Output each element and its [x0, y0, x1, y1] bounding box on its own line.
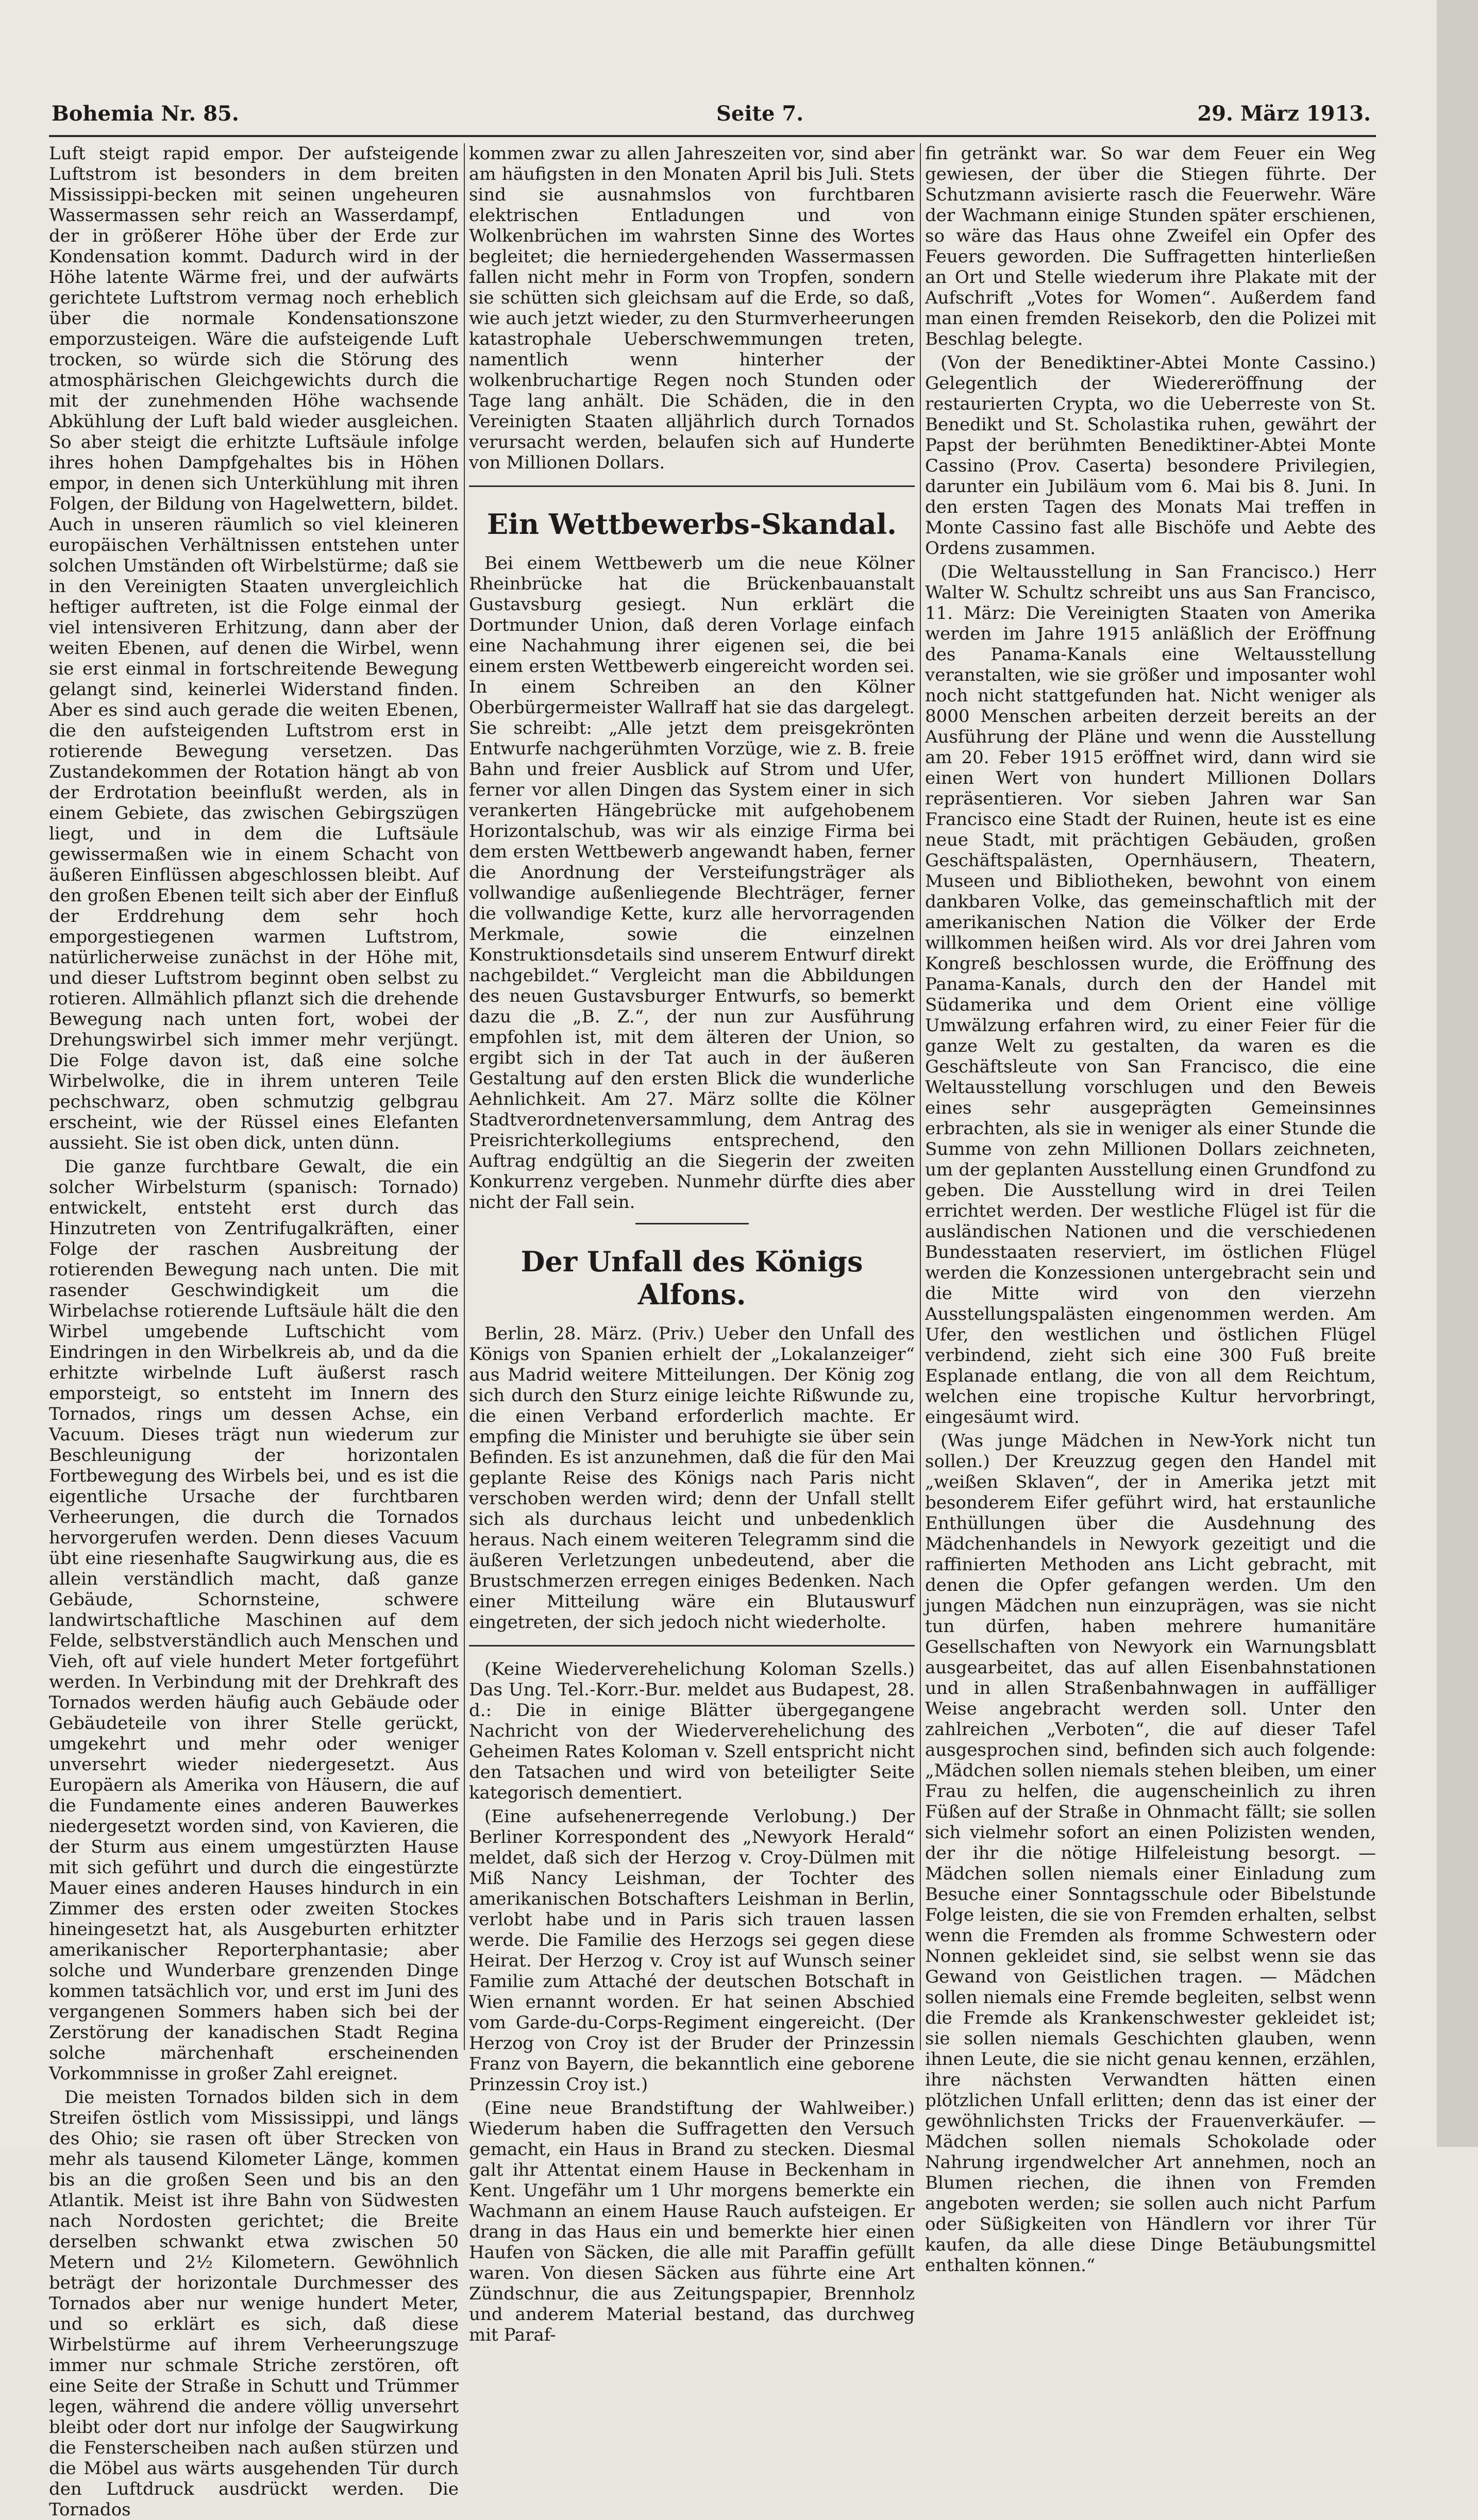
news-item: (Eine aufsehenerregende Verlobung.) Der Berliner Korrespondent des „Newyork Herald“ meldet, daß sich der Herzog v. Croy-Dülmen mit Miß Nancy Leishman, der Tochter des amerikanischen Botschafters Leishman in Berlin, verlobt habe und in Paris sich trauen lassen werde. Die Familie des Herzogs sei gegen diese Heirat. Der Herzog v. Croy ist auf Wunsch seiner Familie zum Attaché der deutschen Botschaft in Wien ernannt worden. Er hat seinen Abschied vom Garde-du-Corps-Regiment eingereicht. (Der Herzog von Croy ist der Bruder der Prinzessin Franz von Bayern, die bekanntlich eine geborene Prinzessin Croy ist.): [469, 1806, 915, 2095]
article-paragraph: Die ganze furchtbare Gewalt, die ein solcher Wirbelsturm (spanisch: Tornado) entwickelt, entsteht erst durch das Hinzutreten von Zentrifugalkräften, einer Folge der raschen Ausbreitung der rotierenden Bewegung nach unten. Die mit rasender Geschwindigkeit um die Wirbelachse rotierende Luftsäule hält die den Wirbel umgebende Luftschicht vom Eindringen in den Wirbelkreis ab, und da die erhitzte wirbelnde Luft äußerst rasch emporsteigt, so entsteht im Innern des Tornados, rings um dessen Achse, ein Vacuum. Dieses trägt nun wiederum zur Beschleunigung der horizontalen Fortbewegung des Wirbels bei, und es ist die eigentliche Ursache der furchtbaren Verheerungen, die durch die Tornados hervorgerufen werden. Denn dieses Vacuum übt eine riesenhafte Saugwirkung aus, die es allein verständlich macht, daß ganze Gebäude, Schornsteine, schwere landwirtschaftliche Maschinen auf dem Felde, selbstverständlich auch Menschen und Vieh, oft auf viele hundert Meter fortgeführt werden. In Verbindung mit der Drehkraft des Tornados werden häufig auch Gebäude oder Gebäudeteile von ihrer Stelle gerückt, umgekehrt und mehr oder weniger unversehrt wieder niedergesetzt. Aus Europäern als Amerika von Häusern, die auf die Fundamente eines anderen Bauwerkes niedergesetzt worden sind, von Kavieren, die der Sturm aus einem umgestürzten Hause mit sich geführt und durch die eingestürzte Mauer eines anderen Hauses hindurch in ein Zimmer des ersten oder zweiten Stockes hineingesetzt hat, als Ausgeburten erhitzter amerikanischer Reporterphantasie; aber solche und Wunderbare grenzenden Dinge kommen tatsächlich vor, und erst im Juni des vergangenen Sommers haben sich bei der Zerstörung der kanadischen Stadt Regina solche märchenhaft erscheinenden Vorkommnisse in großer Zahl ereignet.: [49, 1156, 459, 2084]
section-rule: [469, 1645, 915, 1647]
page-edge: [1437, 0, 1478, 2147]
header-date: 29. März 1913.: [1197, 101, 1371, 126]
column-divider: [920, 143, 921, 2050]
column-2: [469, 143, 915, 2345]
header-publication: Bohemia Nr. 85.: [52, 101, 239, 126]
header-page-number: Seite 7.: [716, 101, 804, 126]
header-rule: [49, 135, 1376, 137]
article-paragraph: kommen zwar zu allen Jahreszeiten vor, sind aber am häufigsten in den Monaten April bis Juli. Stets sind sie ausnahmslos von furchtbaren elektrischen Entladungen und von Wolkenbrüchen im wahrsten Sinne des Wortes begleitet; die herniedergehenden Wassermassen fallen nicht mehr in Form von Tropfen, sondern sie schütten sich gleichsam auf die Erde, so daß, wie auch jetzt wieder, zu den Sturmverheerungen katastrophale Ueberschwemmungen treten, namentlich wenn hinterher der wolkenbruchartige Regen noch Stunden oder Tage lang anhält. Die Schäden, die in den Vereinigten Staaten alljährlich durch Tornados verursacht werden, belaufen sich auf Hunderte von Millionen Dollars.: [469, 143, 915, 473]
article-paragraph: fin getränkt war. So war dem Feuer ein Weg gewiesen, der über die Stiegen führte. Der Schutzmann avisierte rasch die Feuerwehr. Wäre der Wachmann einige Stunden später erschienen, so wäre das Haus ohne Zweifel ein Opfer des Feuers geworden. Die Suffragetten hinterließen an Ort und Stelle wiederum ihre Plakate mit der Aufschrift „Votes for Women“. Außerdem fand man einen fremden Reisekorb, den die Polizei mit Beschlag belegte.: [925, 143, 1376, 349]
headline-unfall-koenig: Der Unfall des Königs Alfons.: [520, 1245, 863, 1311]
news-item: (Keine Wiederverehelichung Koloman Szells.) Das Ung. Tel.-Korr.-Bur. meldet aus Budapest, 28. d.: Die in einige Blätter übergegangene Nachricht von der Wiederverehelichung des Geheimen Rates Koloman v. Szell entspricht nicht den Tatsachen und wird von beteiligter Seite kategorisch dementiert.: [469, 1659, 915, 1803]
column-3: [925, 143, 1376, 2276]
article-paragraph: Luft steigt rapid empor. Der aufsteigende Luftstrom ist besonders in dem breiten Mississippi-becken mit seinen ungeheuren Wassermassen sehr reich an Wasserdampf, der in größerer Höhe über der Erde zur Kondensation kommt. Dadurch wird in der Höhe latente Wärme frei, und der aufwärts gerichtete Luftstrom vermag noch erheblich über die normale Kondensationszone emporzusteigen. Wäre die aufsteigende Luft trocken, so würde sich die Störung des atmosphärischen Gleichgewichts durch die mit der zunehmenden Höhe wachsende Abkühlung der Luft bald wieder ausgleichen. So aber steigt die erhitzte Luftsäule infolge ihres hohen Dampfgehaltes bis in Höhen empor, in denen sich Unterkühlung mit ihren Folgen, der Bildung von Hagelwettern, bildet. Auch in unseren räumlich so viel kleineren europäischen Verhältnissen entstehen unter solchen Umständen oft Wirbelstürme; daß sie in den Vereinigten Staaten unvergleichlich heftiger auftreten, ist die Folge einmal der viel intensiveren Erhitzung, dann aber der weiten Ebenen, auf denen die Wirbel, wenn sie erst einmal in fortschreitende Bewegung gelangt sind, keinerlei Widerstand finden. Aber es sind auch gerade die weiten Ebenen, die den aufsteigenden Luftstrom erst in rotierende Bewegung versetzen. Das Zustandekommen der Rotation hängt ab von der Erdrotation beeinflußt werden, als in einem Gebiete, das zwischen Gebirgszügen liegt, und in dem die Luftsäule gewissermaßen wie in einem Schacht von äußeren Einflüssen abgeschlossen bleibt. Auf den großen Ebenen teilt sich aber der Einfluß der Erddrehung dem sehr hoch emporgestiegenen warmen Luftstrom, natürlicherweise zunächst in der Höhe mit, und dieser Luftstrom beginnt oben selbst zu rotieren. Allmählich pflanzt sich die drehende Bewegung nach unten fort, wobei der Drehungswirbel sich immer mehr verjüngt. Die Folge davon ist, daß eine solche Wirbelwolke, die in ihrem unteren Teile pechschwarz, oben schmutzig gelbgrau erscheint, wie der Rüssel eines Elefanten aussieht. Sie ist oben dick, unten dünn.: [49, 143, 459, 1153]
article-paragraph: Die meisten Tornados bilden sich in dem Streifen östlich vom Mississippi, und längs des Ohio; sie rasen oft über Strecken von mehr als tausend Kilometer Länge, kommen bis an die großen Seen und bis an den Atlantik. Meist ist ihre Bahn von Südwesten nach Nordosten gerichtet; die Breite derselben schwankt etwa zwischen 50 Metern und 2½ Kilometern. Gewöhnlich beträgt der horizontale Durchmesser des Tornados aber nur wenige hundert Meter, und so erklärt es sich, daß diese Wirbelstürme auf ihrem Verheerungszuge immer nur schmale Striche zerstören, oft eine Seite der Straße in Schutt und Trümmer legen, während die andere völlig unversehrt bleibt oder dort nur infolge der Saugwirkung die Fensterscheiben nach außen stürzen und die Möbel aus wärts ausgehenden Tür durch den Luftdruck ausdrückt werden. Die Tornados: [49, 2087, 459, 2520]
news-item: (Was junge Mädchen in New-York nicht tun sollen.) Der Kreuzzug gegen den Handel mit „weißen Sklaven“, der in Amerika jetzt mit besonderem Eifer geführt wird, hat erstaunliche Enthüllungen über die Ausdehnung des Mädchenhandels in Newyork gezeitigt und die raffinierten Methoden ans Licht gebracht, mit denen die Opfer gefangen werden. Um den jungen Mädchen nun einzuprägen, was sie nicht tun dürfen, haben mehrere humanitäre Gesellschaften von Newyork ein Warnungsblatt ausgearbeitet, das auf allen Eisenbahnstationen und in allen Straßenbahnwagen in auffälliger Weise angebracht werden soll. Unter den zahlreichen „Verboten“, die auf dieser Tafel ausgesprochen sind, befinden sich auch folgende: „Mädchen sollen niemals stehen bleiben, um einer Frau zu helfen, die augenscheinlich zu ihren Füßen auf der Straße in Ohnmacht fällt; sie sollen sich vielmehr sofort an einen Polizisten wenden, der ihr die nötige Hilfeleistung besorgt. — Mädchen sollen niemals einer Einladung zum Besuche einer Sonntagsschule oder Bibelstunde Folge leisten, die sie von Fremden erhalten, selbst wenn die Fremden als fromme Schwestern oder Nonnen gekleidet sind, sie selbst wenn sie das Gewand von Geistlichen tragen. — Mädchen sollen niemals eine Fremde begleiten, selbst wenn die Fremde als Krankenschwester gekleidet ist; sie sollen niemals Geschichten glauben, wenn ihnen Leute, die sie nicht genau kennen, erzählen, ihre nächsten Verwandten hätten einen plötzlichen Unfall erlitten; denn das ist einer der gewöhnlichsten Tricks der Frauenverkäufer. — Mädchen sollen niemals Schokolade oder Nahrung irgendwelcher Art annehmen, noch an Blumen riechen, die ihnen von Fremden angeboten werden; sie sollen auch nicht Parfum oder Süßigkeiten von Händlern vor ihrer Tür kaufen, da alle diese Dinge Betäubungsmittel enthalten können.“: [925, 1431, 1376, 2276]
column-1: [49, 143, 459, 2520]
news-item: (Von der Benediktiner-Abtei Monte Cassino.) Gelegentlich der Wiedereröffnung der restaurierten Crypta, wo die Ueberreste von St. Benedikt und St. Scholastika ruhen, gewährt der Papst der berühmten Benediktiner-Abtei Monte Cassino (Prov. Caserta) besondere Privilegien, darunter ein Jubiläum vom 6. Mai bis 8. Juni. In den ersten Tagen des Monats Mai treffen in Monte Cassino fast alle Bischöfe und Aebte des Ordens zusammen.: [925, 352, 1376, 559]
news-item: (Die Weltausstellung in San Francisco.) Herr Walter W. Schultz schreibt uns aus San Francisco, 11. März: Die Vereinigten Staaten von Amerika werden im Jahre 1915 anläßlich der Eröffnung des Panama-Kanals eine Weltausstellung veranstalten, wie sie größer und imposanter wohl noch nicht stattgefunden hat. Nicht weniger als 8000 Menschen arbeiten derzeit bereits an der Ausführung der Pläne und wenn die Ausstellung am 20. Feber 1915 eröffnet wird, dann wird sie einen Wert von hundert Millionen Dollars repräsentieren. Vor sieben Jahren war San Francisco eine Stadt der Ruinen, heute ist es eine neue Stadt, mit prächtigen Gebäuden, großen Geschäftspalästen, Opernhäusern, Theatern, Museen und Bibliotheken, bewohnt von einem dankbaren Volke, das gemeinschaftlich mit der amerikanischen Nation die Völker der Erde willkommen heißen wird. Als vor drei Jahren vom Kongreß beschlossen wurde, die Eröffnung des Panama-Kanals, durch den der Handel mit Südamerika und dem Orient eine völlige Umwälzung erfahren wird, zu einer Feier für die ganze Welt zu gestalten, da waren es die Geschäftsleute von San Francisco, die eine Weltausstellung vorschlugen und den Beweis eines sehr ausgeprägten Gemeinsinnes erbrachten, als sie in weniger als einer Stunde die Summe von zehn Millionen Dollars zeichneten, um der geplanten Ausstellung einen Grundfond zu geben. Die Ausstellung wird in drei Teilen errichtet werden. Der westliche Flügel ist für die ausländischen Nationen und die verschiedenen Bundesstaaten reserviert, im östlichen Flügel werden die Konzessionen untergebracht sein und die Mitte wird von den vierzehn Ausstellungspalästen eingenommen werden. Am Ufer, den westlichen und östlichen Flügel verbindend, zieht sich eine 300 Fuß breite Esplanade entlang, die von all dem Reichtum, welchen eine tropische Kultur hervorbringt, eingesäumt wird.: [925, 562, 1376, 1427]
page-header: [52, 98, 1371, 129]
section-rule: [469, 485, 915, 487]
article-paragraph: Bei einem Wettbewerb um die neue Kölner Rheinbrücke hat die Brückenbauanstalt Gustavsburg gesiegt. Nun erklärt die Dortmunder Union, daß deren Vorlage einfach eine Nachahmung ihrer eigenen sei, die bei einem ersten Wettbewerb eingereicht worden sei. In einem Schreiben an den Kölner Oberbürgermeister Wallraff hat sie das dargelegt. Sie schreibt: „Alle jetzt dem preisgekrönten Entwurfe nachgerühmten Vorzüge, wie z. B. freie Bahn und freier Ausblick auf Strom und Ufer, ferner vor allen Dingen das System einer in sich verankerten Hängebrücke mit aufgehobenem Horizontalschub, was wir als einzige Firma bei dem ersten Wettbewerb angewandt haben, ferner die Anordnung der Versteifungsträger als vollwandige außenliegende Blechträger, ferner die vollwandige Kette, kurz alle hervorragenden Merkmale, sowie die einzelnen Konstruktionsdetails sind unserem Entwurf direkt nachgebildet.“ Vergleicht man die Abbildungen des neuen Gustavsburger Entwurfs, so bemerkt dazu die „B. Z.“, der nun zur Ausführung empfohlen ist, mit dem älteren der Union, so ergibt sich in der Tat auch in der äußeren Gestaltung auf den ersten Blick die wunderliche Aehnlichkeit. Am 27. März sollte die Kölner Stadtverordnetenversammlung, dem Antrag des Preisrichterkollegiums entsprechend, den Auftrag endgültig an die Siegerin der zweiten Konkurrenz vergeben. Nunmehr dürfte dies aber nicht der Fall sein.: [469, 553, 915, 1213]
news-item: (Eine neue Brandstiftung der Wahlweiber.) Wiederum haben die Suffragetten den Versuch gemacht, ein Haus in Brand zu stecken. Diesmal galt ihr Attentat einem Hause in Beckenham in Kent. Ungefähr um 1 Uhr morgens bemerkte ein Wachmann an einem Hause Rauch aufsteigen. Er drang in das Haus ein und bemerkte hier einen Haufen von Säcken, die alle mit Paraffin gefüllt waren. Von diesen Säcken aus führte eine Art Zündschnur, die aus Zeitungspapier, Brennholz und anderem Material bestand, das durchweg mit Paraf-: [469, 2098, 915, 2345]
column-divider: [464, 143, 465, 2050]
article-paragraph: Berlin, 28. März. (Priv.) Ueber den Unfall des Königs von Spanien erhielt der „Lokalanzeiger“ aus Madrid weitere Mitteilungen. Der König zog sich durch den Sturz einige leichte Rißwunde zu, die einen Verband erforderlich machte. Er empfing die Minister und beruhigte sie über sein Befinden. Es ist anzunehmen, daß die für den Mai geplante Reise des Königs nach Paris nicht verschoben werden wird; denn der Unfall stellt sich als durchaus leicht und unbedenklich heraus. Nach einem weiteren Telegramm sind die äußeren Verletzungen unbedeutend, aber die Brustschmerzen erregen einiges Bedenken. Nach einer Mitteilung wäre ein Blutauswurf eingetreten, der sich jedoch nicht wiederholte.: [469, 1323, 915, 1633]
headline-wettbewerbs-skandal: Ein Wettbewerbs-Skandal.: [487, 508, 897, 541]
section-rule: [635, 1223, 749, 1224]
